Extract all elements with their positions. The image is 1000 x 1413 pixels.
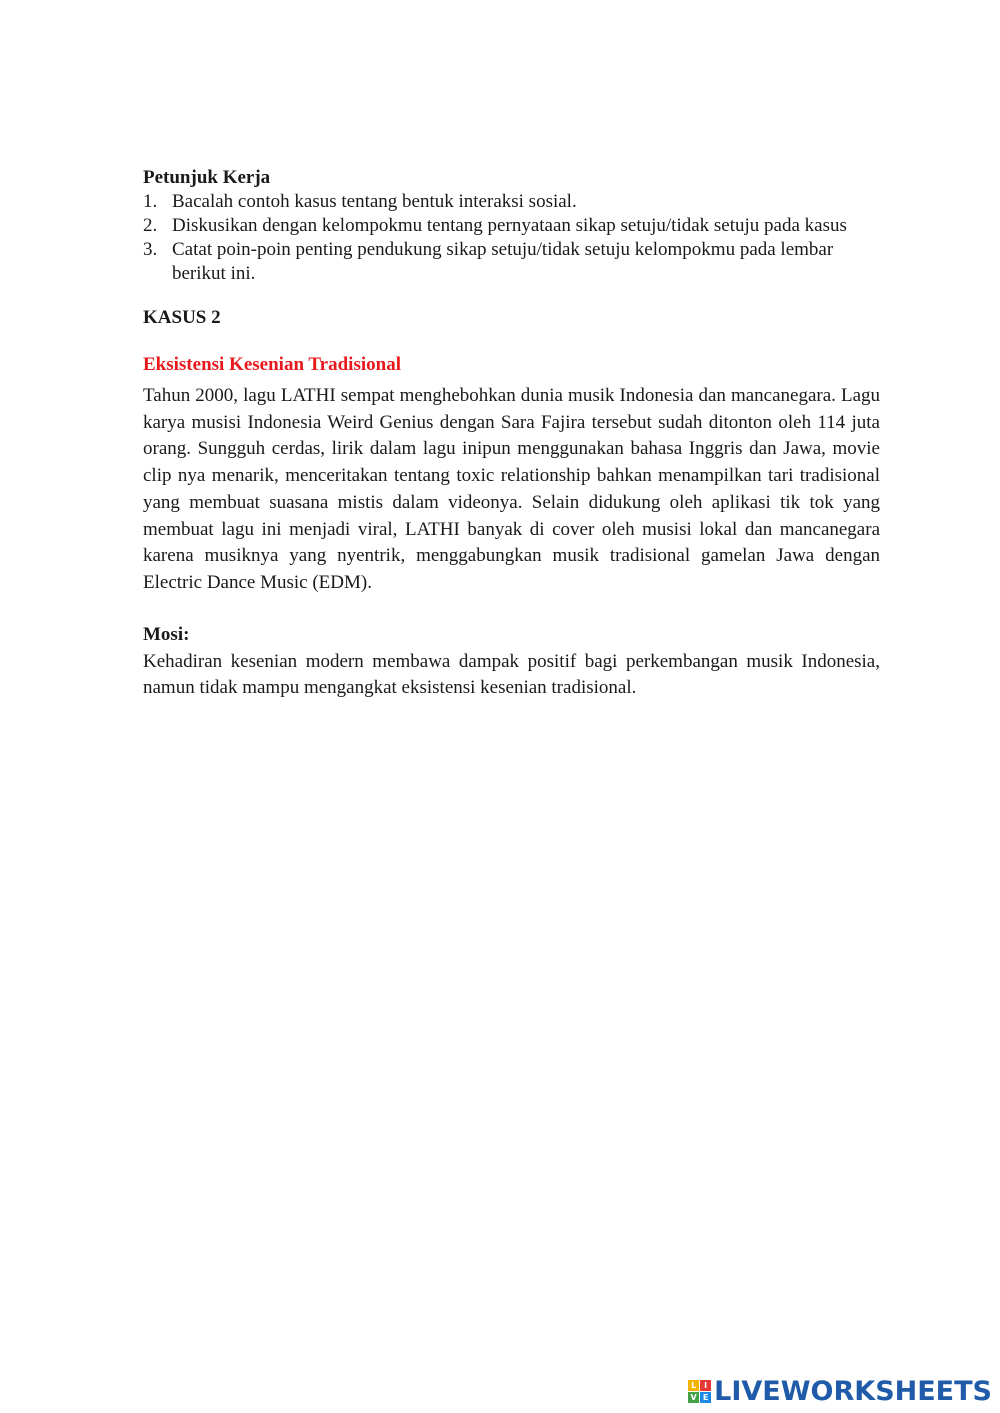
motion-text: Kehadiran kesenian modern membawa dampak positif bagi perkembangan musik Indonesia, namun tidak mampu mengangkat eksistensi kesenian tradisional. [143, 650, 880, 698]
instructions-heading: Petunjuk Kerja [143, 167, 271, 188]
logo-tile: V [688, 1392, 699, 1403]
liveworksheets-watermark [688, 1376, 992, 1407]
list-item [143, 190, 880, 214]
list-item-text: Diskusikan dengan kelompokmu tentang pernyataan sikap setuju/tidak setuju pada kasus [172, 215, 847, 236]
list-item [143, 238, 880, 286]
list-item-number: 2. [143, 215, 158, 236]
liveworksheets-logo-icon [688, 1380, 711, 1403]
case-label: KASUS 2 [143, 307, 221, 328]
case-title: Eksistensi Kesenian Tradisional [143, 354, 401, 375]
watermark-text: LIVEWORKSHEETS [714, 1376, 992, 1407]
logo-tile: I [700, 1380, 711, 1391]
motion-label: Mosi: [143, 623, 190, 645]
case-body: Tahun 2000, lagu LATHI sempat menghebohkan dunia musik Indonesia dan mancanegara. Lagu karya musisi Indonesia Weird Genius dengan Sara Fajira tersebut sudah ditonton oleh 114 juta orang. Sungguh cerdas, lirik dalam lagu inipun menggunakan bahasa Inggris dan Jawa, movie clip nya menarik, menceritakan tentang toxic relationship bahkan menampilkan tari tradisional yang membuat suasana mistis dalam videonya. Selain didukung oleh aplikasi tik tok yang membuat lagu ini menjadi viral, LATHI banyak di cover oleh musisi lokal dan mancanegara karena musiknya yang nyentrik, menggabungkan musik tradisional gamelan Jawa dengan Electric Dance Music (EDM). [143, 385, 880, 593]
worksheet-page [143, 166, 880, 701]
list-item-number: 3. [143, 239, 158, 260]
logo-tile: L [688, 1380, 699, 1391]
list-item [143, 214, 880, 238]
logo-tile: E [700, 1392, 711, 1403]
list-item-text: Catat poin-poin penting pendukung sikap setuju/tidak setuju kelompokmu pada lembar berikut ini. [172, 239, 834, 284]
list-item-number: 1. [143, 191, 158, 212]
list-item-text: Bacalah contoh kasus tentang bentuk interaksi sosial. [172, 191, 577, 212]
instructions-list [143, 190, 880, 286]
